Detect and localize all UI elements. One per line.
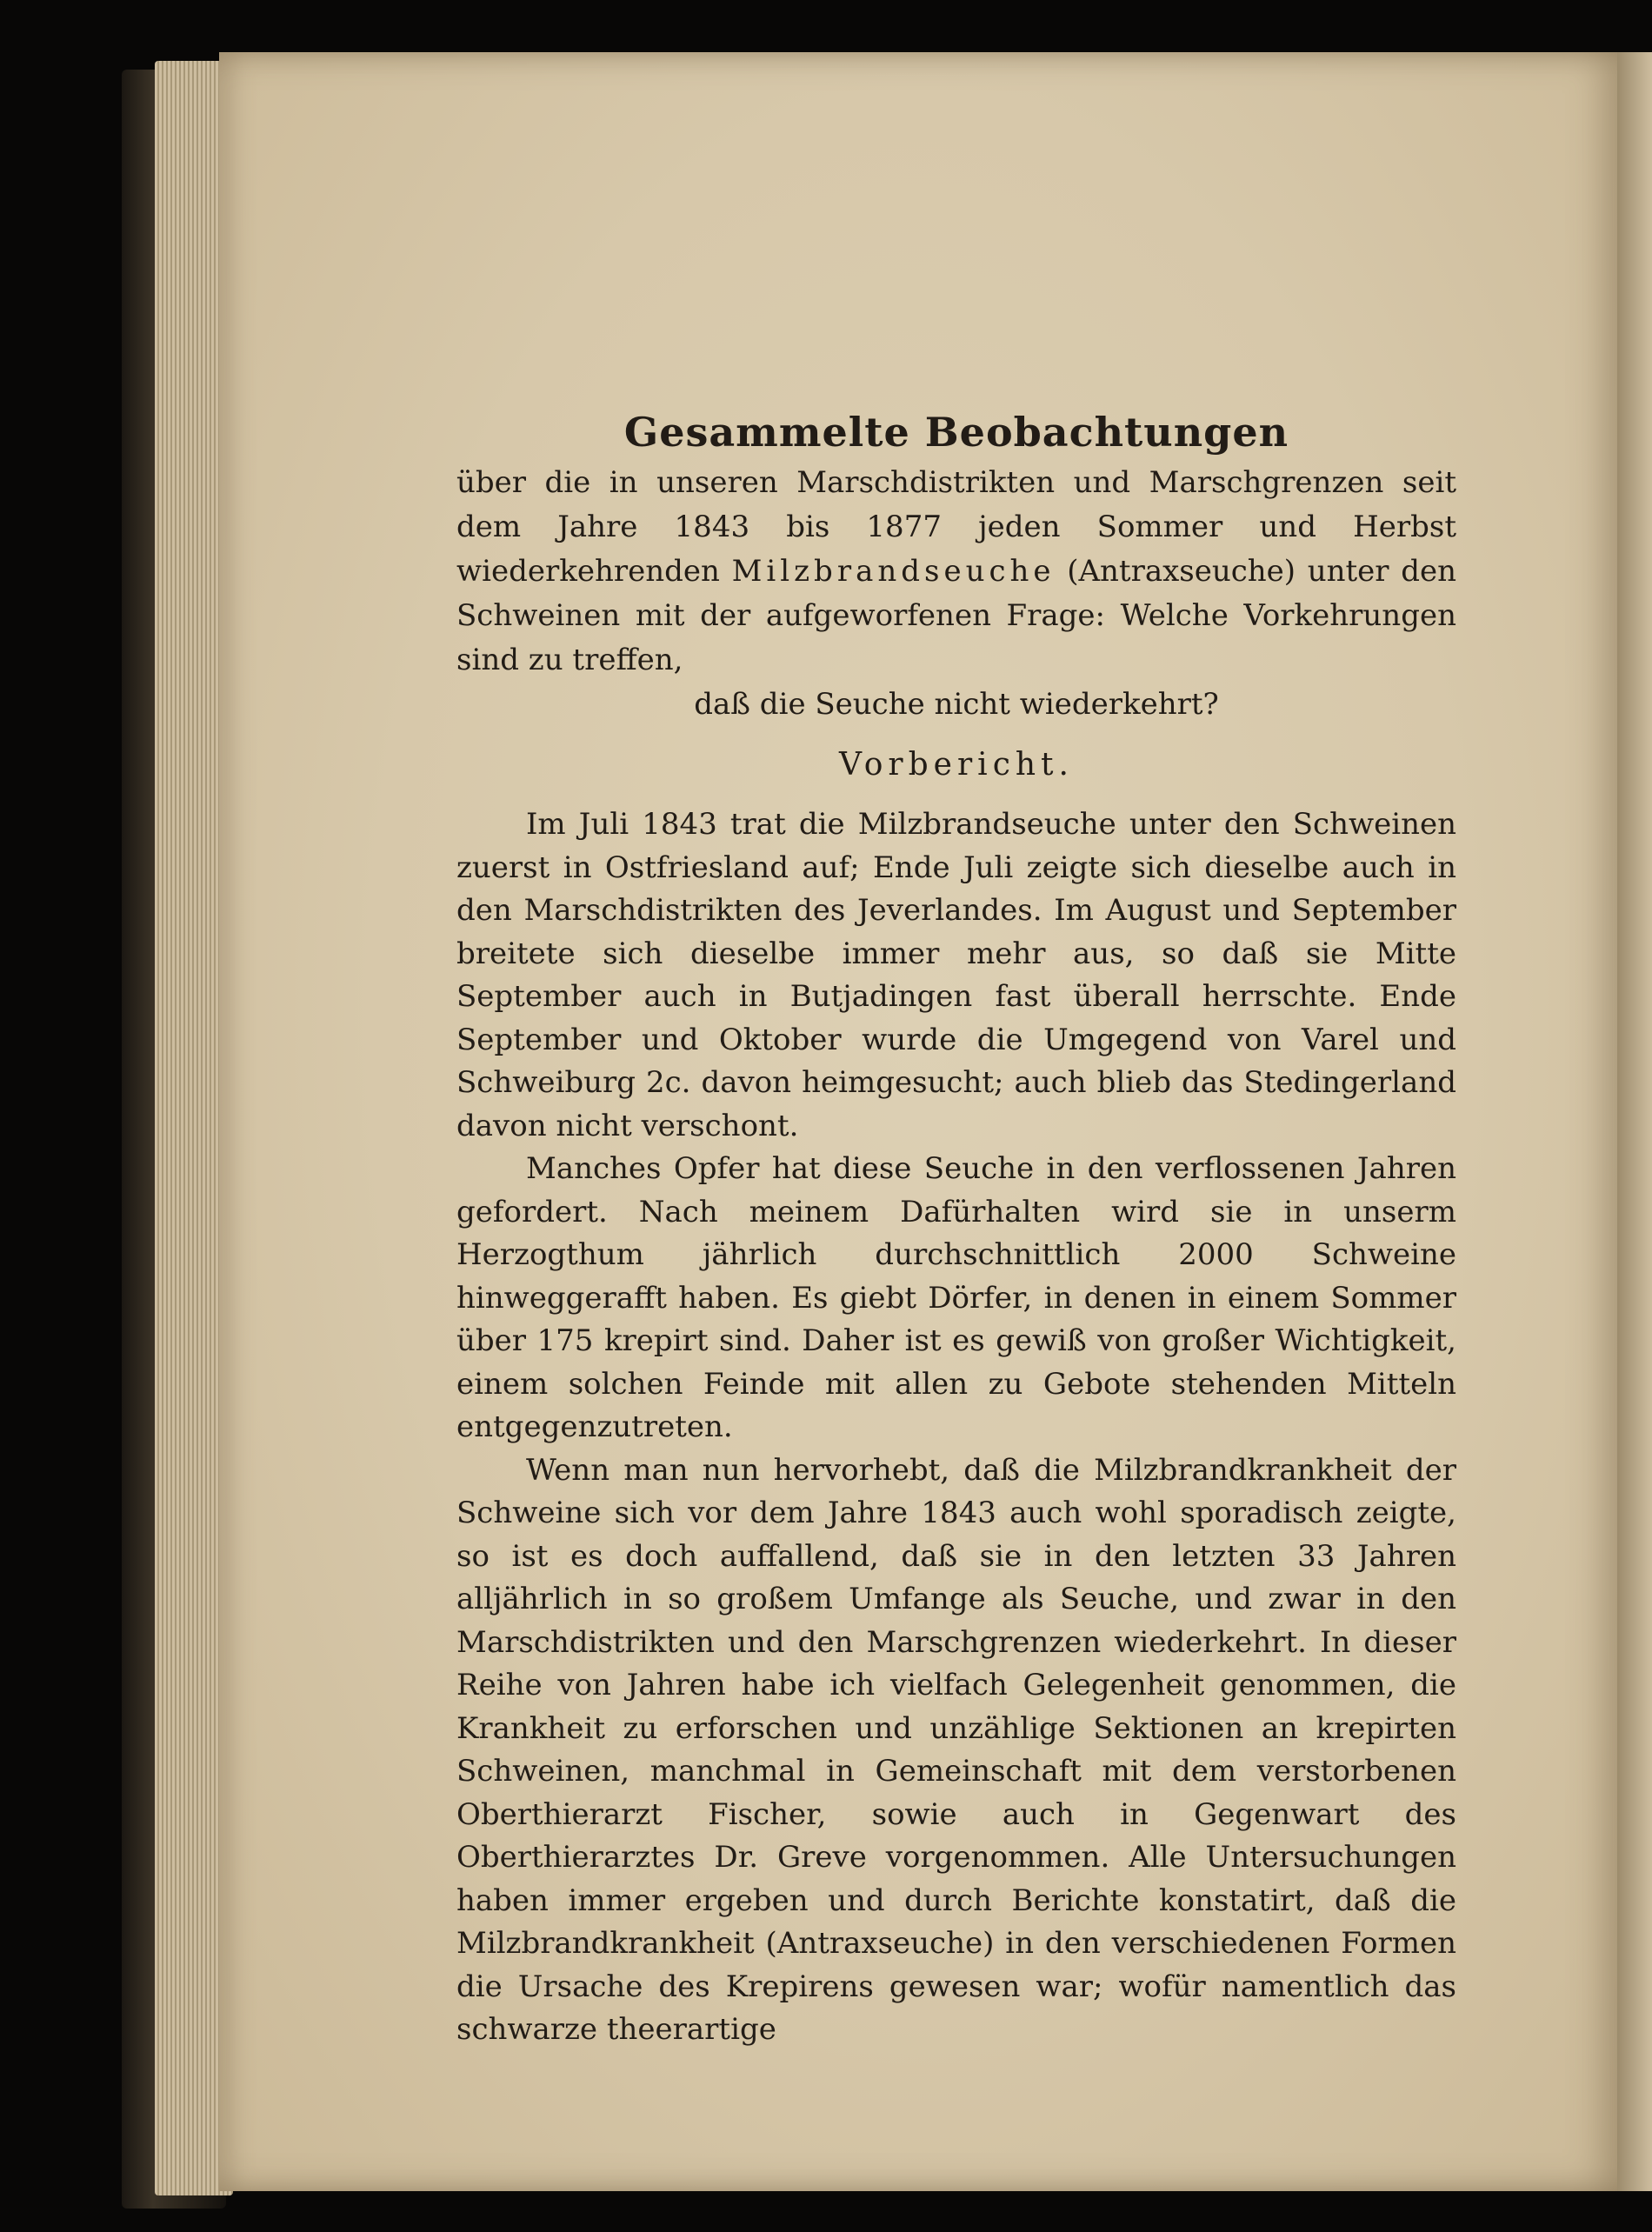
intro-spaced-word: Milzbrandseuche <box>731 554 1056 589</box>
paragraph-2: Manches Opfer hat diese Seuche in den verflossenen Jahren gefordert. Nach meinem Dafürhalten wird sie in unserm Herzogthum jährlich durchschnittlich 2000 Schweine hinweggerafft haben. Es giebt Dörfer, in denen in einem Sommer über 175 krepirt sind. Daher ist es gewiß von großer Wichtigkeit, einem solchen Feinde mit allen zu Gebote stehenden Mitteln entgegenzutreten. <box>456 1151 1456 1444</box>
page-text <box>456 409 1456 2052</box>
intro-text <box>456 461 1456 683</box>
intro-question: daß die Seuche nicht wiederkehrt? <box>694 687 1219 722</box>
next-page-edge <box>1617 52 1652 2191</box>
intro-part1: über die in unseren Marschdistrikten und Marschgrenzen seit dem Jahre 1843 bis 1877 jeden Sommer und Herbst wiederkehrenden <box>456 465 1456 589</box>
page-title: Gesammelte Beobachtungen <box>623 409 1289 456</box>
section-heading: Vorbericht. <box>839 747 1074 783</box>
intro-part2: (Antraxseuche) unter den Schweinen mit der aufgeworfenen Frage: Welche Vorkehrungen sind zu treffen, <box>456 554 1456 677</box>
paragraph-3: Wenn man nun hervorhebt, daß die Milzbrandkrankheit der Schweine sich vor dem Jahre 1843 auch wohl sporadisch zeigte, so ist es doch auffallend, daß sie in den letzten 33 Jahren alljährlich in so großem Umfange als Seuche, und zwar in den Marschdistrikten und den Marschgrenzen wiederkehrt. In dieser Reihe von Jahren habe ich vielfach Gelegenheit genommen, die Krankheit zu erforschen und unzählige Sektionen an krepirten Schweinen, manchmal in Gemeinschaft mit dem verstorbenen Oberthierarzt Fischer, sowie auch in Gegenwart des Oberthierarztes Dr. Greve vorgenommen. Alle Untersuchungen haben immer ergeben und durch Berichte konstatirt, daß die Milzbrandkrankheit (Antraxseuche) in den verschiedenen Formen die Ursache des Krepirens gewesen war; wofür namentlich das schwarze theerartige <box>456 1452 1456 2047</box>
paragraph-1: Im Juli 1843 trat die Milzbrandseuche unter den Schweinen zuerst in Ostfriesland auf; Ende Juli zeigte sich dieselbe auch in den Marschdistrikten des Jeverlandes. Im August und September breitete sich dieselbe immer mehr aus, so daß sie Mitte September auch in Butjadingen fast überall herrschte. Ende September und Oktober wurde die Umgegend von Varel und Schweiburg 2c. davon heimgesucht; auch blieb das Stedingerland davon nicht verschont. <box>456 807 1456 1143</box>
